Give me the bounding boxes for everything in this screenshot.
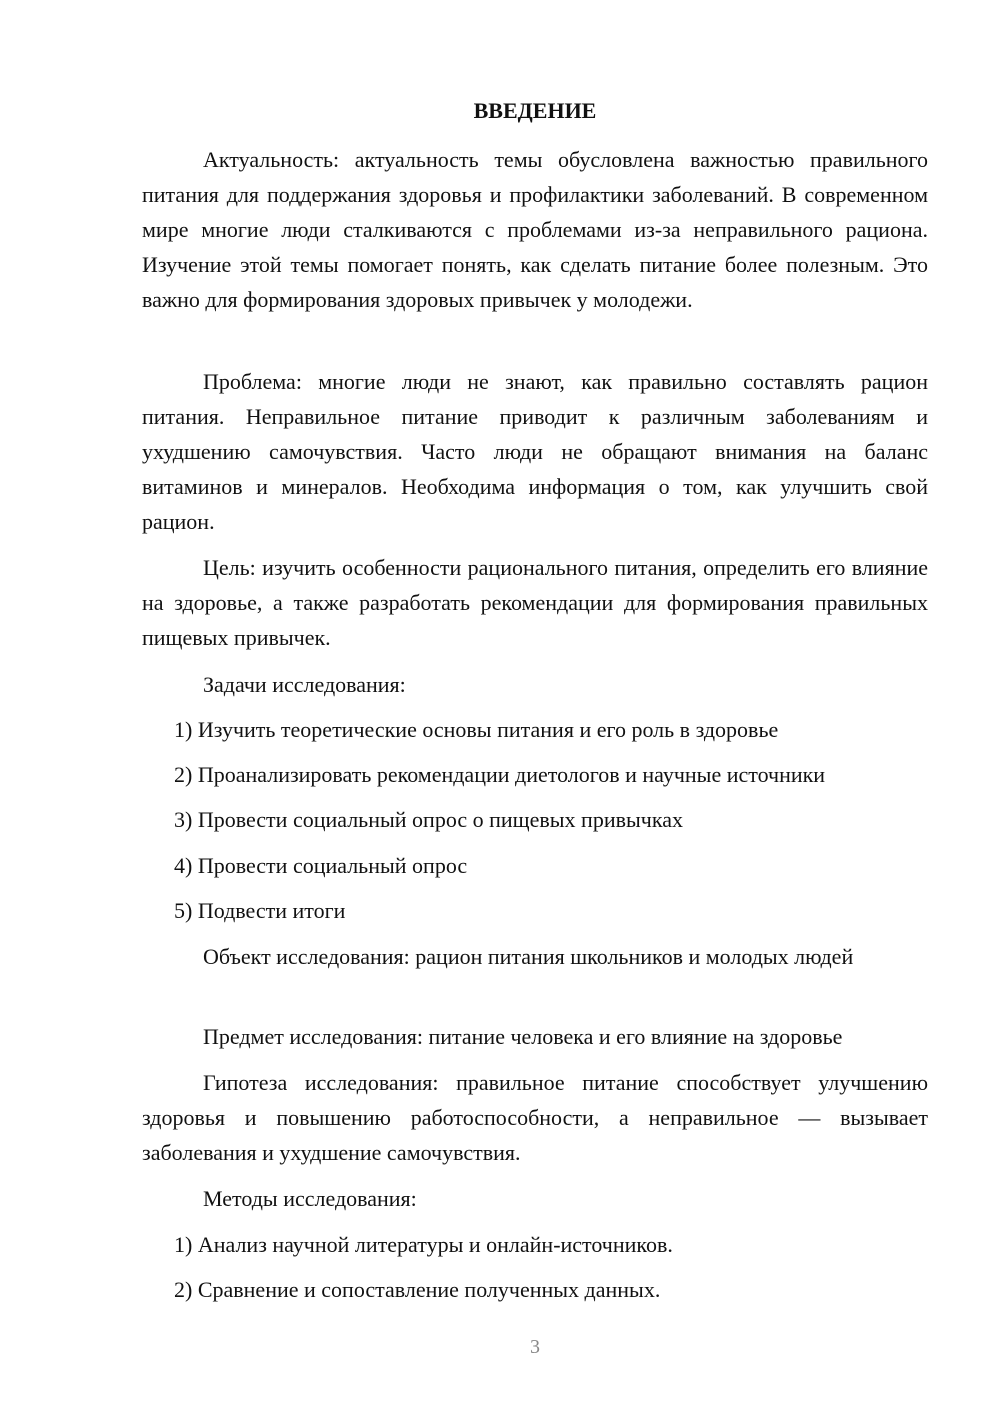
page-number: 3 bbox=[530, 1336, 540, 1358]
hypothesis-paragraph: Гипотеза исследования: правильное питание способствует улучшению здоровья и повышению работоспособности, а неправильное — вызывает заболевания и ухудшение самочувствия. bbox=[142, 1070, 928, 1165]
goal-paragraph: Цель: изучить особенности рационального питания, определить его влияние на здоровье, а также разработать рекомендации для формирования правильных пищевых привычек. bbox=[142, 555, 928, 650]
object-paragraph: Объект исследования: рацион питания школьников и молодых людей bbox=[203, 944, 854, 969]
task-item-2: 2) Проанализировать рекомендации диетологов и научные источники bbox=[174, 762, 826, 787]
problem-paragraph: Проблема: многие люди не знают, как правильно составлять рацион питания. Неправильное питание приводит к различным заболеваниям и ухудшению самочувствия. Часто люди не обращают внимания на баланс витаминов и минералов. Необходима информация о том, как улучшить свой рацион. bbox=[142, 369, 928, 534]
tasks-heading: Задачи исследования: bbox=[203, 672, 406, 697]
methods-heading: Методы исследования: bbox=[203, 1186, 417, 1211]
subject-paragraph: Предмет исследования: питание человека и его влияние на здоровье bbox=[203, 1024, 843, 1049]
task-item-4: 4) Провести социальный опрос bbox=[174, 853, 468, 878]
task-item-3: 3) Провести социальный опрос о пищевых привычках bbox=[174, 807, 683, 832]
task-item-5: 5) Подвести итоги bbox=[174, 898, 346, 923]
method-item-1: 1) Анализ научной литературы и онлайн-источников. bbox=[174, 1232, 673, 1257]
relevance-paragraph: Актуальность: актуальность темы обусловлена важностью правильного питания для поддержания здоровья и профилактики заболеваний. В современном мире многие люди сталкиваются с проблемами из-за неправильного рациона. Изучение этой темы помогает понять, как сделать питание более полезным. Это важно для формирования здоровых привычек у молодежи. bbox=[142, 147, 928, 312]
page-title: ВВЕДЕНИЕ bbox=[473, 98, 597, 123]
method-item-2: 2) Сравнение и сопоставление полученных данных. bbox=[174, 1277, 661, 1302]
task-item-1: 1) Изучить теоретические основы питания и его роль в здоровье bbox=[174, 717, 779, 742]
document-page bbox=[142, 0, 928, 1414]
